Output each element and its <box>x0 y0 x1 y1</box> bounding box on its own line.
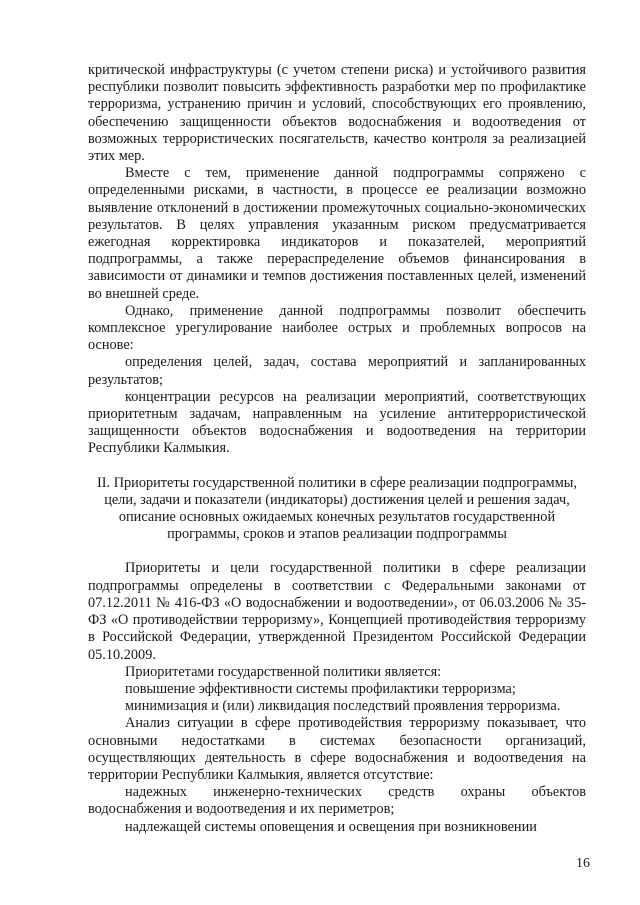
paragraph-goals-definition: определения целей, задач, состава мероприятий и запланированных результатов; <box>88 354 586 388</box>
paragraph-continuation: критической инфраструктуры (с учетом степени риска) и устойчивого развития республики позволит повысить эффективность разработки мер по профилактике терроризма, устранению причин и условий, способствующих его проявлению, обеспечению защищенности объектов водоснабжения и водоотведения от возможных террористических посягательств, качество контроля за реализацией этих мер. <box>88 62 586 165</box>
section-heading: II. Приоритеты государственной политики в сфере реализации подпрограммы, цели, задачи и показатели (индикаторы) достижения целей и решения задач, описание основных ожидаемых конечных результатов государственной программы, сроков и этапов реализации подпрограммы <box>97 474 577 543</box>
paragraph-regulation: Однако, применение данной подпрограммы позволит обеспечить комплексное урегулирование наиболее острых и проблемных вопросов на основе: <box>88 302 586 354</box>
paragraph-priorities-goals: Приоритеты и цели государственной политики в сфере реализации подпрограммы определены в соответствии с Федеральными законами от 07.12.2011 № 416-ФЗ «О водоснабжении и водоотведении», от 06.03.2006 № 35-ФЗ «О противодействии терроризму», Концепцией противодействия терроризму в Российской Федерации, утвержденной Президентом Российской Федерации 05.10.2009. <box>88 560 586 663</box>
page-number: 16 <box>576 856 590 871</box>
list-item-minimization: минимизация и (или) ликвидация последствий проявления терроризма. <box>125 698 561 715</box>
document-page <box>88 62 586 836</box>
list-item-prevention: повышение эффективности системы профилактики терроризма; <box>125 680 516 697</box>
paragraph-risks: Вместе с тем, применение данной подпрограммы сопряжено с определенными рисками, в частности, в процессе ее реализации возможно выявление отклонений в достижении промежуточных социально-экономических результатов. В целях управления указанным риском предусматривается ежегодная корректировка индикаторов и показателей, мероприятий подпрограммы, а также перераспределение объемов финансирования в зависимости от динамики и темпов достижения поставленных целей, изменений во внешней среде. <box>88 165 586 302</box>
paragraph-resource-concentration: концентрации ресурсов на реализации мероприятий, соответствующих приоритетным задачам, направленным на усиление антитеррористической защищенности объектов водоснабжения и водоотведения на территории Республики Калмыкия. <box>88 388 586 457</box>
paragraph-situation-analysis: Анализ ситуации в сфере противодействия терроризму показывает, что основными недостатками в системах безопасности организаций, осуществляющих деятельность в сфере водоснабжения и водоотведения на территории Республики Калмыкия, является отсутствие: <box>88 715 586 783</box>
list-item-alert-system: надлежащей системы оповещения и освещения при возникновении <box>125 818 537 835</box>
paragraph-priorities-intro: Приоритетами государственной политики является: <box>125 663 442 680</box>
list-item-security-means: надежных инженерно-технических средств охраны объектов водоснабжения и водоотведения и их периметров; <box>88 784 586 818</box>
